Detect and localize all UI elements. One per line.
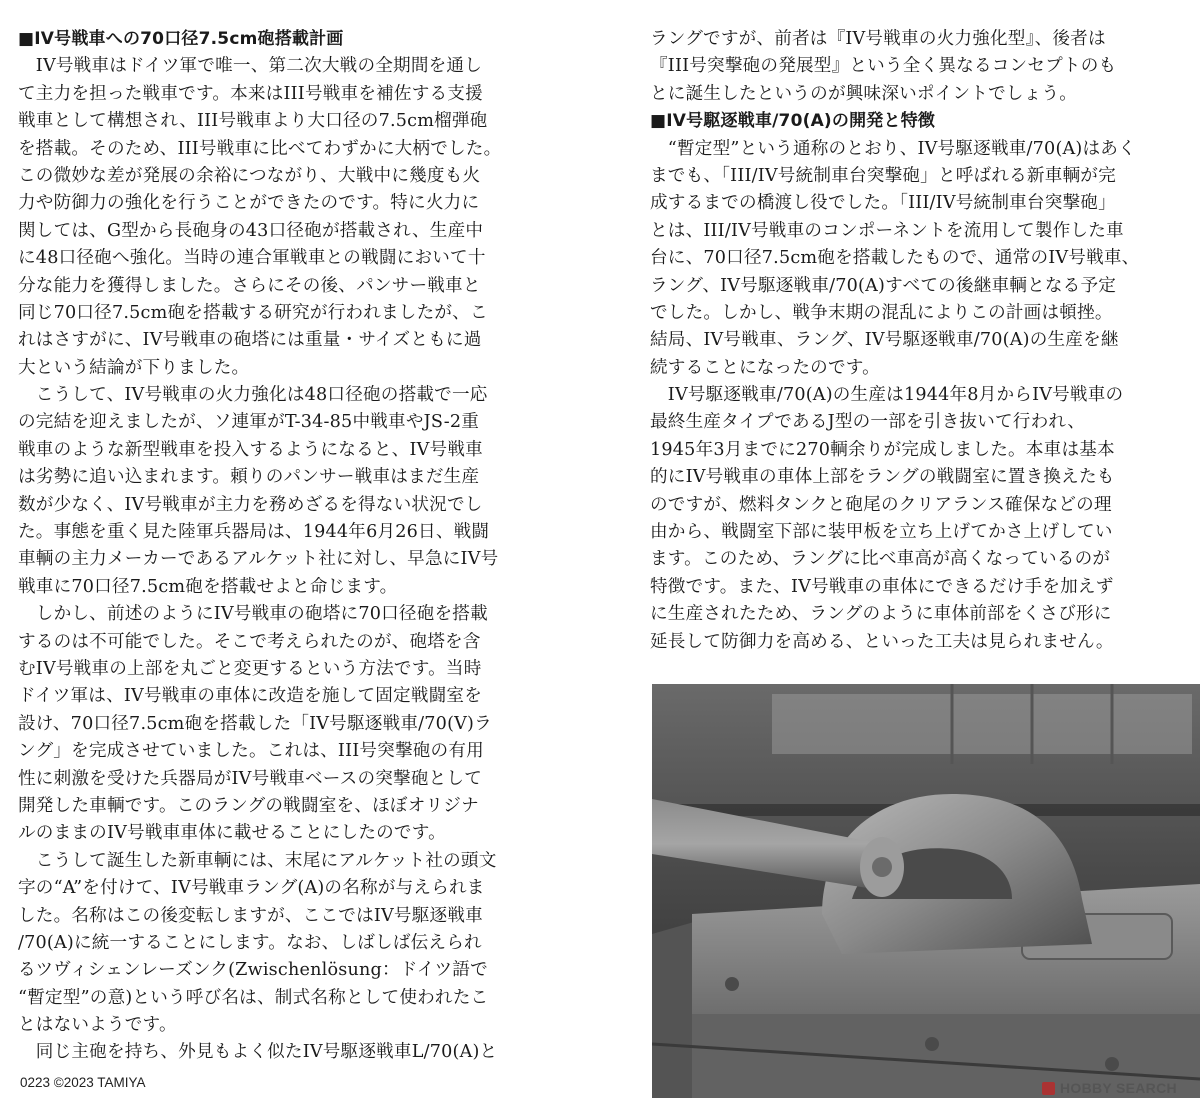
body-text-line: 1945年3月までに270輌余りが完成しました。本車は基本 [650,439,1115,460]
left-column [18,26,578,1067]
body-text-line: とは、III/IV号戦車のコンポーネントを流用して製作した車 [650,220,1124,241]
watermark-text: HOBBY SEARCH [1060,1080,1177,1096]
body-text-line: 戦車として構想され、III号戦車より大口径の7.5cm榴弾砲 [18,111,488,132]
body-text-line: 延長して防御力を高める、といった工夫は見られません。 [650,631,1114,652]
section-heading: ■IV号戦車への70口径7.5cm砲搭載計画 [18,29,344,49]
body-text-line: とはないようです。 [18,1015,177,1036]
body-text-line: を搭載。そのため、III号戦車に比べてわずかに大柄でした。 [18,138,502,159]
body-text-line: 戦車のような新型戦車を投入するようになると、IV号戦車 [18,439,483,460]
body-text-line: ます。このため、ラングに比べ車高が高くなっているのが [650,549,1111,570]
body-text-line: IV号戦車はドイツ軍で唯一、第二次大戦の全期間を通し [18,56,483,77]
body-text-line: /70(A)に統一することにします。なお、しばしば伝えられ [18,932,482,953]
body-text-line: こうして、IV号戦車の火力強化は48口径砲の搭載で一応 [18,385,488,406]
body-text-line: 開発した車輌です。このラングの戦闘室を、ほぼオリジナ [18,795,479,816]
body-text-line: “暫定型”という通称のとおり、IV号駆逐戦車/70(A)はあく [650,138,1136,159]
body-text-line: ラングですが、前者は『IV号戦車の火力強化型』、後者は [650,29,1106,49]
body-text-line: “暫定型”の意)という呼び名は、制式名称として使われたこ [18,987,489,1008]
body-text-line: 台に、70口径7.5cm砲を搭載したもので、通常のIV号戦車、 [650,248,1140,269]
section-heading: ■IV号駆逐戦車/70(A)の開発と特徴 [650,111,936,132]
body-text-line: しかし、前述のようにIV号戦車の砲塔に70口径砲を搭載 [18,604,488,625]
body-text-line: 最終生産タイプであるJ型の一部を引き抜いて行われ、 [650,412,1086,433]
body-text-line: るツヴィシェンレーズンク(Zwischenlösung：ドイツ語で [18,960,488,981]
body-text-line: とに誕生したというのが興味深いポイントでしょう。 [650,83,1078,104]
body-text-line: 『III号突撃砲の発展型』という全く異なるコンセプトのも [650,56,1117,77]
body-text-line: 性に刺激を受けた兵器局がIV号戦車ベースの突撃砲として [18,768,483,789]
body-text-line: 由から、戦闘室下部に装甲板を立ち上げてかさ上げしてい [650,522,1113,543]
body-text-line: IV号駆逐戦車/70(A)の生産は1944年8月からIV号戦車の [650,385,1124,406]
body-text-line: 関しては、G型から長砲身の43口径砲が搭載され、生産中 [18,220,484,241]
body-text-line: 大という結論が下りました。 [18,357,250,378]
body-text-line: に48口径砲へ強化。当時の連合軍戦車との戦闘において十 [18,248,486,269]
body-text-line: 力や防御力の強化を行うことができたのです。特に火力に [18,193,480,214]
body-text-line: 分な能力を獲得しました。さらにその後、パンサー戦車と [18,275,481,296]
body-text-line: この微妙な差が発展の余裕につながり、大戦中に幾度も火 [18,165,481,186]
body-text-line: は劣勢に追い込まれます。頼りのパンサー戦車はまだ生産 [18,467,480,488]
tank-photo [652,684,1200,1098]
body-text-line: 戦車に70口径7.5cm砲を搭載せよと命じます。 [18,576,398,597]
body-text-line: した。名称はこの後変転しますが、ここではIV号駆逐戦車 [18,905,483,926]
body-text-line: ング」を完成させていました。これは、III号突撃砲の有用 [18,741,484,762]
right-column [650,26,1200,656]
body-text-line: ラング、IV号駆逐戦車/70(A)すべての後継車輌となる予定 [650,275,1117,296]
body-text-line: 的にIV号戦車の車体上部をラングの戦闘室に置き換えたも [650,467,1115,488]
body-text-line: こうして誕生した新車輌には、末尾にアルケット社の頭文 [18,850,497,871]
body-text-line: 設け、70口径7.5cm砲を搭載した「IV号駆逐戦車/70(V)ラ [18,713,492,734]
body-text-line: て主力を担った戦車です。本来はIII号戦車を補佐する支援 [18,83,483,104]
body-text-line: 字の“A”を付けて、IV号戦車ラング(A)の名称が与えられま [18,878,485,899]
body-text-line: するのは不可能でした。そこで考えられたのが、砲塔を含 [18,631,481,652]
body-text-line: れはさすがに、IV号戦車の砲塔には重量・サイズともに過 [18,330,482,351]
body-text-line: 同じ70口径7.5cm砲を搭載する研究が行われましたが、こ [18,302,488,323]
body-text-line: 続することになったのです。 [650,357,880,378]
body-text-line: ドイツ軍は、IV号戦車の車体に改造を施して固定戦闘室を [18,686,483,707]
watermark [1042,1080,1177,1096]
body-text-line: 同じ主砲を持ち、外見もよく似たIV号駆逐戦車L/70(A)と [18,1042,498,1063]
body-text-line: 特徴です。また、IV号戦車の車体にできるだけ手を加えず [650,576,1114,597]
body-text-line: でした。しかし、戦争末期の混乱によりこの計画は頓挫。 [650,302,1113,323]
body-text-line: のですが、燃料タンクと砲尾のクリアランス確保などの理 [650,494,1112,515]
body-text-line: ルのままのIV号戦車車体に載せることにしたのです。 [18,823,446,844]
body-text-line: までも、「III/IV号統制車台突撃砲」と呼ばれる新車輌が完 [650,165,1116,186]
body-text-line: 成するまでの橋渡し役でした。「III/IV号統制車台突撃砲」 [650,193,1116,214]
body-text-line: の完結を迎えましたが、ソ連軍がT-34-85中戦車やJS-2重 [18,412,480,433]
body-text-line: むIV号戦車の上部を丸ごと変更するという方法です。当時 [18,658,482,679]
hobby-search-logo-icon [1042,1082,1055,1095]
body-text-line: 結局、IV号戦車、ラング、IV号駆逐戦車/70(A)の生産を継 [650,330,1119,351]
body-text-line: た。事態を重く見た陸軍兵器局は、1944年6月26日、戦闘 [18,522,490,543]
body-text-line: 数が少なく、IV号戦車が主力を務めざるを得ない状況でし [18,494,483,515]
body-text-line: に生産されたため、ラングのように車体前部をくさび形に [650,604,1112,625]
body-text-line: 車輌の主力メーカーであるアルケット社に対し、早急にIV号 [18,549,499,570]
copyright-text: 0223 ©2023 TAMIYA [20,1075,146,1090]
